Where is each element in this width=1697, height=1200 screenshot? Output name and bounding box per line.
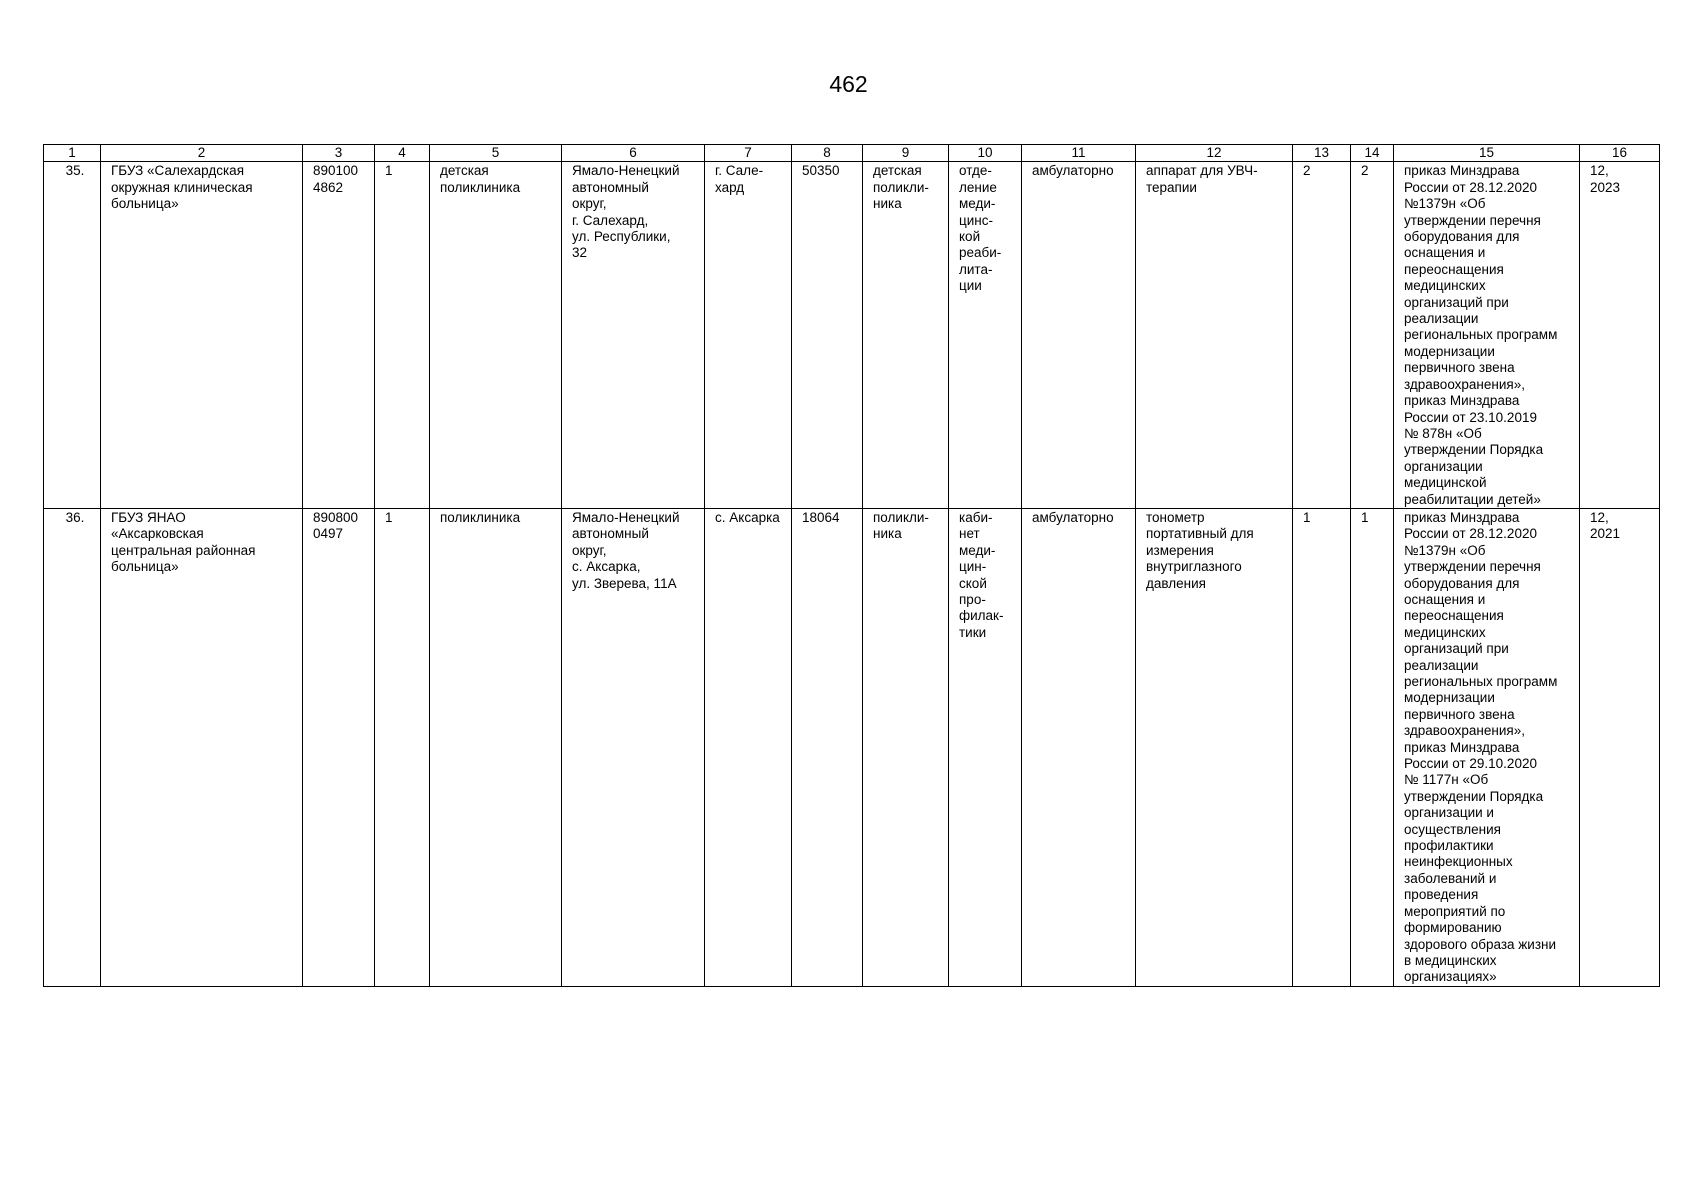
cell-line: здравоохранения», [1404, 376, 1525, 392]
cell-line: ул. Республики, [572, 229, 671, 245]
cell-line: профилактики [1404, 838, 1494, 854]
cell-line: реализации [1404, 311, 1479, 327]
cell-line: 50350 [802, 163, 840, 179]
cell-line: Ямало-Ненецкий [572, 163, 680, 179]
column-number: 8 [792, 145, 863, 162]
cell-line: 890800 [313, 509, 359, 525]
cell-line: 0497 [313, 526, 344, 542]
cell-line: оснащения и [1404, 245, 1486, 261]
subdivision-cell [863, 508, 949, 986]
cell-line: приказ Минздрава [1404, 163, 1520, 179]
column-number: 15 [1394, 145, 1580, 162]
cell-line: организаций при [1404, 641, 1509, 657]
cell-line: округ, [572, 542, 607, 558]
regulation-cell [1394, 508, 1580, 986]
registry-table [43, 144, 1660, 987]
cell-line: неинфекционных [1404, 854, 1513, 870]
cell-line: России от 28.12.2020 [1404, 526, 1537, 542]
department-cell [949, 162, 1022, 509]
cell-line: нет [959, 526, 980, 542]
cell-line: первичного звена [1404, 706, 1515, 722]
cell-line: ции [959, 278, 982, 294]
cell-line: проведения [1404, 887, 1479, 903]
cell-line: меди- [959, 542, 996, 558]
cell-line: лита- [959, 261, 993, 277]
cell-line: детская [440, 163, 489, 179]
population-cell [792, 508, 863, 986]
cell-line: 1 [385, 163, 393, 179]
cell-line: № 878н «Об [1404, 425, 1482, 441]
cell-line: реаби- [959, 245, 1002, 261]
cell-line: заболеваний и [1404, 870, 1497, 886]
column-number: 10 [949, 145, 1022, 162]
cell-line: 2021 [1590, 526, 1621, 542]
cell-line: 1 [1361, 509, 1369, 525]
deadline-cell [1580, 162, 1660, 509]
cell-line: региональных программ [1404, 674, 1558, 689]
cell-line: измерения [1146, 542, 1214, 558]
cell-line: переоснащения [1404, 608, 1504, 624]
column-number: 14 [1351, 145, 1394, 162]
cell-line: поликлиника [440, 509, 521, 525]
cell-line: поликли- [873, 179, 929, 195]
column-number: 1 [44, 145, 101, 162]
cell-line: ника [873, 526, 902, 542]
column-number: 6 [562, 145, 705, 162]
cell-line: цинс- [959, 212, 993, 228]
cell-line: ул. Зверева, 11А [572, 575, 677, 591]
cell-line: формированию [1404, 920, 1502, 936]
cell-line: России от 28.12.2020 [1404, 179, 1537, 195]
cell-line: внутриглазного [1146, 559, 1242, 575]
cell-line: отде- [959, 163, 992, 179]
cell-line: 35. [65, 163, 85, 179]
cell-line: автономный [572, 179, 649, 195]
cell-line: с. Аксарка [715, 509, 780, 525]
cell-line: г. Сале- [715, 163, 764, 179]
cell-line: детская [873, 163, 922, 179]
equipment-cell [1136, 162, 1293, 509]
row-number-cell [44, 162, 101, 509]
row-number-cell [44, 508, 101, 986]
column-number: 5 [430, 145, 562, 162]
cell-line: № 1177н «Об [1404, 772, 1489, 788]
cell-line: ГБУЗ ЯНАО [111, 509, 186, 525]
column-number: 11 [1022, 145, 1136, 162]
cell-line: автономный [572, 526, 649, 542]
cell-line: окружная клиническая [111, 179, 253, 195]
column-number-row [44, 145, 1660, 162]
code-cell [303, 508, 375, 986]
cell-line: 1 [385, 509, 393, 525]
population-cell [792, 162, 863, 509]
column-number: 4 [375, 145, 430, 162]
table-row [44, 508, 1660, 986]
cell-line: здравоохранения», [1404, 723, 1525, 739]
table-row [44, 162, 1660, 509]
cell-line: кой [959, 229, 981, 245]
cell-line: поликли- [873, 509, 929, 525]
cell-line: приказ Минздрава [1404, 739, 1520, 755]
column-number: 9 [863, 145, 949, 162]
cell-line: модернизации [1404, 343, 1495, 359]
cell-line: медицинской [1404, 475, 1487, 491]
cell-line: России от 29.10.2020 [1404, 756, 1537, 772]
locality-cell [705, 162, 792, 509]
cell-line: оборудования для [1404, 229, 1520, 245]
address-cell [562, 162, 705, 509]
cell-line: России от 23.10.2019 [1404, 409, 1537, 425]
locality-cell [705, 508, 792, 986]
cell-line: организаций при [1404, 294, 1509, 310]
cell-line: каби- [959, 509, 993, 525]
cell-line: 12, [1590, 163, 1609, 179]
cell-line: больница» [111, 196, 179, 212]
regulation-cell [1394, 162, 1580, 509]
cell-line: №1379н «Об [1404, 196, 1486, 212]
cell-line: №1379н «Об [1404, 542, 1486, 558]
equipment-cell [1136, 508, 1293, 986]
cell-line: поликлиника [440, 179, 521, 195]
cell-line: филак- [959, 608, 1004, 624]
quantity-cell [1293, 508, 1351, 986]
cell-line: 2 [1303, 163, 1311, 179]
cell-line: терапии [1146, 179, 1197, 195]
cell-line: 4862 [313, 179, 344, 195]
cell-line: реализации [1404, 657, 1479, 673]
cell-line: модернизации [1404, 690, 1495, 706]
code-cell [303, 162, 375, 509]
facility-type-cell [430, 508, 562, 986]
column-number: 2 [101, 145, 303, 162]
column-number: 12 [1136, 145, 1293, 162]
deadline-cell [1580, 508, 1660, 986]
cell-line: 36. [65, 509, 85, 525]
cell-line: утверждении Порядка [1404, 788, 1544, 804]
cell-line: региональных программ [1404, 327, 1558, 343]
cell-line: с. Аксарка, [572, 559, 641, 575]
cell-line: приказ Минздрава [1404, 393, 1520, 409]
cell-line: ГБУЗ «Салехардская [111, 163, 245, 179]
care-form-cell [1022, 162, 1136, 509]
cell-line: переоснащения [1404, 261, 1504, 277]
address-cell [562, 508, 705, 986]
cell-line: ление [959, 179, 997, 195]
cell-line: меди- [959, 196, 996, 212]
cell-line: организации и [1404, 805, 1494, 821]
cell-line: организации [1404, 458, 1483, 474]
count-cell [375, 162, 430, 509]
cell-line: амбулаторно [1032, 163, 1114, 179]
page-number: 462 [829, 71, 868, 97]
column-number: 13 [1293, 145, 1351, 162]
cell-line: 18064 [802, 509, 840, 525]
quantity-cell [1351, 162, 1394, 509]
cell-line: реабилитации детей» [1404, 491, 1541, 507]
cell-line: организациях» [1404, 969, 1497, 985]
cell-line: утверждении перечня [1404, 212, 1541, 228]
column-number: 16 [1580, 145, 1660, 162]
cell-line: 890100 [313, 163, 359, 179]
cell-line: про- [959, 591, 986, 607]
cell-line: 2 [1361, 163, 1369, 179]
cell-line: оснащения и [1404, 591, 1486, 607]
organization-name-cell [101, 162, 303, 509]
cell-line: мероприятий по [1404, 903, 1506, 919]
cell-line: приказ Минздрава [1404, 509, 1520, 525]
cell-line: 32 [572, 245, 588, 261]
cell-line: 2023 [1590, 179, 1621, 195]
cell-line: округ, [572, 196, 607, 212]
cell-line: 1 [1303, 509, 1311, 525]
quantity-cell [1293, 162, 1351, 509]
department-cell [949, 508, 1022, 986]
subdivision-cell [863, 162, 949, 509]
cell-line: г. Салехард, [572, 212, 649, 228]
cell-line: больница» [111, 559, 179, 575]
cell-line: хард [715, 179, 745, 195]
cell-line: оборудования для [1404, 575, 1520, 591]
cell-line: медицинских [1404, 624, 1486, 640]
cell-line: ской [959, 575, 987, 591]
cell-line: тики [959, 624, 987, 640]
cell-line: 12, [1590, 509, 1609, 525]
care-form-cell [1022, 508, 1136, 986]
cell-line: ника [873, 196, 902, 212]
cell-line: осуществления [1404, 821, 1501, 837]
cell-line: утверждении перечня [1404, 559, 1541, 575]
cell-line: в медицинских [1404, 952, 1497, 968]
cell-line: цин- [959, 559, 987, 575]
cell-line: центральная районная [111, 542, 256, 558]
facility-type-cell [430, 162, 562, 509]
cell-line: тонометр [1146, 509, 1205, 525]
cell-line: утверждении Порядка [1404, 442, 1544, 458]
count-cell [375, 508, 430, 986]
cell-line: Ямало-Ненецкий [572, 509, 680, 525]
cell-line: аппарат для УВЧ- [1146, 163, 1258, 179]
cell-line: здорового образа жизни [1404, 936, 1557, 952]
cell-line: портативный для [1146, 526, 1254, 542]
cell-line: первичного звена [1404, 360, 1515, 376]
cell-line: медицинских [1404, 278, 1486, 294]
organization-name-cell [101, 508, 303, 986]
quantity-cell [1351, 508, 1394, 986]
column-number: 3 [303, 145, 375, 162]
cell-line: амбулаторно [1032, 509, 1114, 525]
column-number: 7 [705, 145, 792, 162]
cell-line: «Аксарковская [111, 526, 204, 542]
cell-line: давления [1146, 575, 1206, 591]
